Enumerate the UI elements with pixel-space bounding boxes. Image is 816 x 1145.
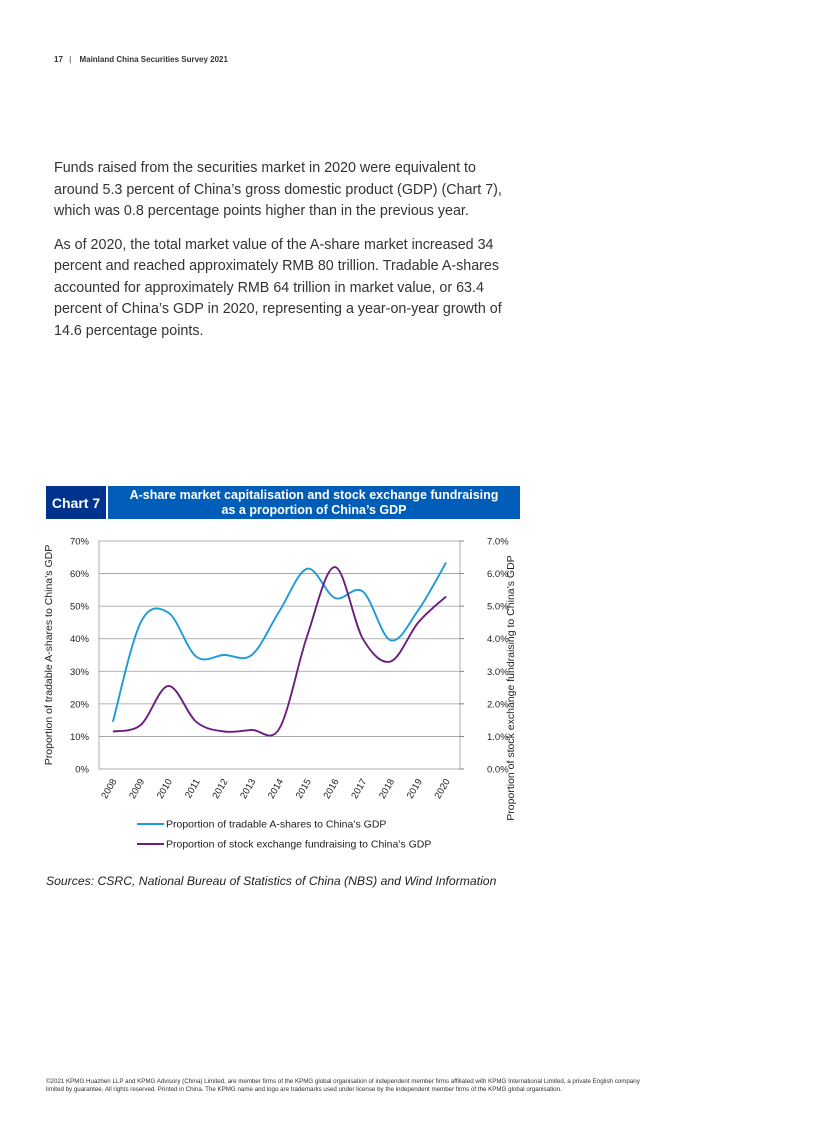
chart-title	[108, 486, 520, 519]
page-number: 17	[54, 55, 63, 64]
right-tick-label: 7.0%	[487, 536, 509, 548]
x-tick-label: 2014	[266, 777, 287, 801]
x-tick-label: 2020	[432, 777, 453, 801]
x-tick-label: 2017	[349, 777, 370, 801]
right-tick-label: 6.0%	[487, 569, 509, 581]
footer-copyright	[46, 1078, 746, 1094]
right-tick-label: 0.0%	[487, 764, 509, 776]
right-tick-label: 3.0%	[487, 666, 509, 678]
left-tick-label: 40%	[69, 634, 89, 646]
legend-label-1: Proportion of tradable A-shares to China’s GDP	[166, 818, 387, 831]
series-line-2	[113, 567, 446, 736]
right-tick-label: 4.0%	[487, 634, 509, 646]
sources-note: Sources: CSRC, National Bureau of Statistics of China (NBS) and Wind Information	[46, 874, 497, 888]
x-tick-label: 2010	[154, 777, 176, 801]
right-tick-label: 1.0%	[487, 731, 509, 743]
footer-line-1: ©2021 KPMG Huazhen LLP and KPMG Advisory (China) Limited, are member firms of the KPMG global organisation of independent member firms affiliated with KPMG International Limited, a private English company	[46, 1078, 640, 1085]
footer-line-2: limited by guarantee. All rights reserved. Printed in China. The KPMG name and logo are trademarks used under license by the independent member firms of the KPMG global organisation.	[46, 1086, 562, 1093]
page-header	[54, 55, 228, 64]
chart-title-line-1: A-share market capitalisation and stock exchange fundraising	[129, 487, 499, 502]
x-tick-label: 2008	[99, 777, 120, 801]
left-tick-label: 20%	[69, 699, 89, 711]
paragraph-1: Funds raised from the securities market in 2020 were equivalent to around 5.3 percent of China’s gross domestic product (GDP) (Chart 7), which was 0.8 percentage points higher than in the previous year.	[54, 160, 502, 219]
x-tick-label: 2019	[404, 777, 425, 801]
plot-area	[99, 541, 460, 769]
left-tick-label: 0%	[75, 764, 89, 776]
left-axis-title: Proportion of tradable A-shares to China’s GDP	[43, 544, 55, 766]
x-tick-label: 2013	[238, 777, 259, 801]
left-tick-label: 50%	[69, 601, 89, 613]
left-tick-label: 60%	[69, 569, 89, 581]
chart-title-line-2: as a proportion of China’s GDP	[221, 502, 407, 517]
left-tick-label: 70%	[69, 536, 89, 548]
legend-label-2: Proportion of stock exchange fundraising to China’s GDP	[166, 838, 432, 851]
x-tick-label: 2011	[183, 777, 203, 801]
x-tick-label: 2016	[321, 777, 342, 801]
x-tick-label: 2012	[210, 777, 231, 801]
chart-number: Chart 7	[46, 486, 106, 519]
x-tick-label: 2015	[293, 777, 314, 801]
series-line-1	[113, 563, 446, 722]
x-tick-label: 2009	[127, 777, 148, 801]
body-text	[54, 158, 504, 354]
x-tick-label: 2018	[377, 777, 398, 801]
chart-header	[46, 486, 520, 519]
right-axis-title: Proportion of stock exchange fundraising to China’s GDP	[505, 555, 517, 821]
header-separator: |	[69, 55, 72, 64]
left-tick-label: 10%	[69, 731, 89, 743]
paragraph-2: As of 2020, the total market value of the A-share market increased 34 percent and reached approximately RMB 80 trillion. Tradable A-shares accounted for approximately RMB 64 trillion in market value, or 63.4 percent of China’s GDP in 2020, representing a year-on-year growth of 14.6 percentage points.	[54, 236, 502, 339]
right-tick-label: 5.0%	[487, 601, 509, 613]
right-tick-label: 2.0%	[487, 699, 509, 711]
line-chart	[40, 528, 530, 858]
report-title: Mainland China Securities Survey 2021	[79, 55, 228, 64]
left-tick-label: 30%	[69, 666, 89, 678]
